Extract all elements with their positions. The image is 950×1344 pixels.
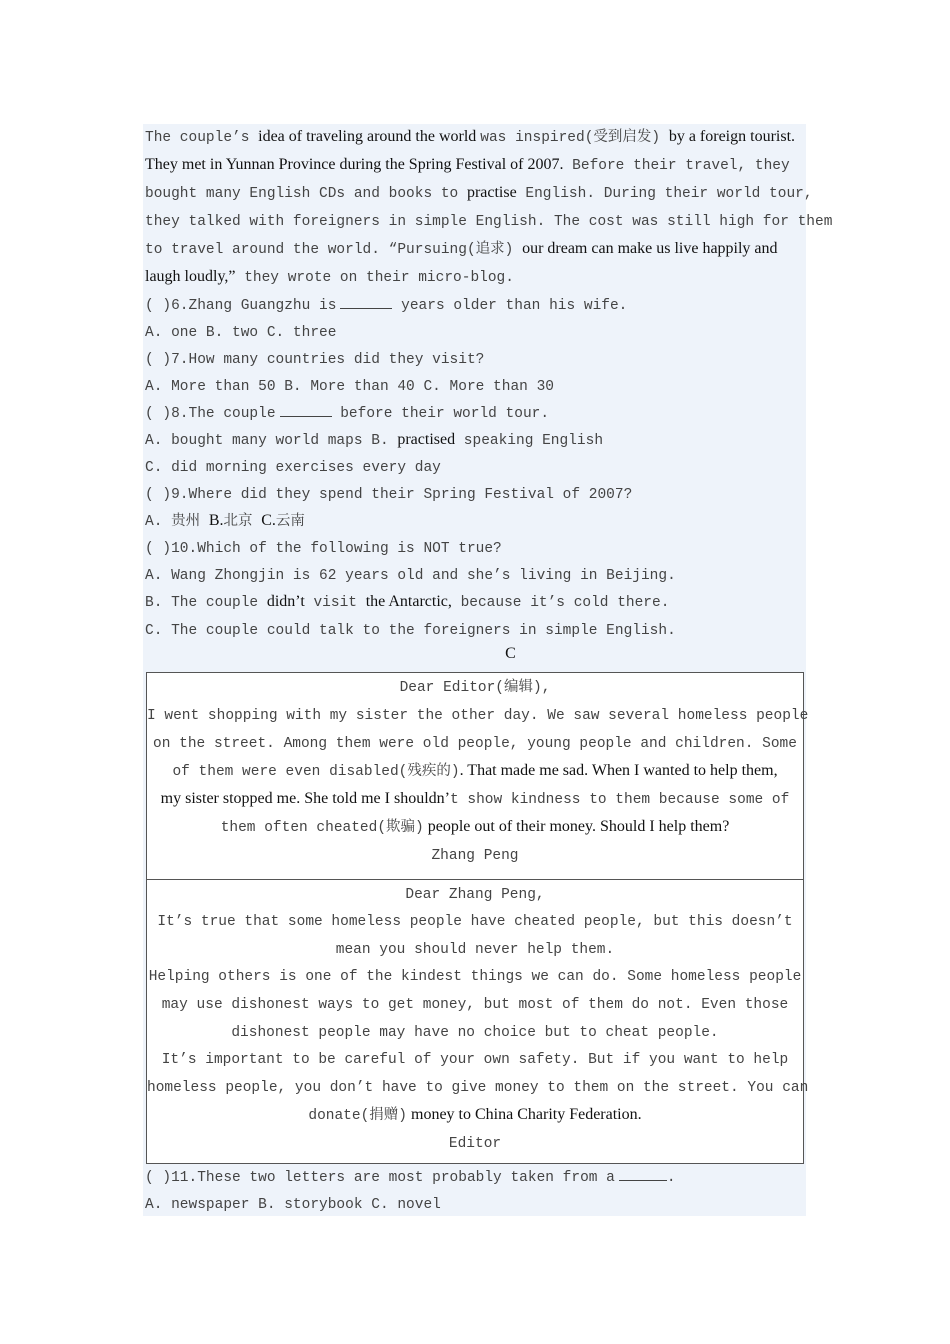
letter-line: It’s true that some homeless people have cheated people, but this doesn’t (157, 914, 793, 930)
question-8: ( )8.The couple before their world tour. (145, 406, 550, 422)
question-7-options: A. More than 50 B. More than 40 C. More than 30 (145, 379, 554, 395)
letter-line: homeless people, you don’t have to give money to them on the street. You can (147, 1080, 809, 1096)
question-10-option-c: C. The couple could talk to the foreigners in simple English. (145, 623, 676, 639)
letters-table (146, 672, 809, 1164)
letter-line: them often cheated(欺骗) people out of their money. Should I help them? (220, 818, 730, 836)
letter-signature: Editor (448, 1136, 502, 1152)
answer-blank (619, 1168, 667, 1181)
letter-line: I went shopping with my sister the other day. We saw several homeless people (147, 708, 809, 724)
question-6: ( )6.Zhang Guangzhu is years older than his wife. (145, 298, 628, 314)
question-10: ( )10.Which of the following is NOT true? (145, 541, 502, 557)
question-10-option-a: A. Wang Zhongjin is 62 years old and she’s living in Beijing. (145, 568, 676, 584)
letter-signature: Zhang Peng (431, 848, 519, 864)
letter-line: dishonest people may have no choice but to cheat people. (231, 1025, 719, 1041)
question-11-options: A. newspaper B. storybook C. novel (145, 1197, 441, 1213)
question-9-options: A. 贵州 B.北京 C.云南 (145, 512, 305, 530)
letter-line: on the street. Among them were old people, young people and children. Some (153, 736, 797, 752)
question-6-options: A. one B. two C. three (145, 325, 337, 341)
letter-line: my sister stopped me. She told me I shouldn’t show kindness to them because some of (160, 790, 790, 808)
passage-line: laugh loudly,” they wrote on their micro-blog. (145, 268, 514, 286)
letter-line: of them were even disabled(残疾的). That made me sad. When I wanted to help them, (172, 762, 778, 780)
answer-blank (280, 404, 332, 417)
passage-line: They met in Yunnan Province during the Spring Festival of 2007. Before their travel, they (145, 156, 790, 174)
question-9: ( )9.Where did they spend their Spring Festival of 2007? (145, 487, 633, 503)
passage-line: bought many English CDs and books to practise English. During their world tour, (145, 184, 813, 202)
question-11: ( )11.These two letters are most probably taken from a . (145, 1170, 676, 1186)
letter-line: It’s important to be careful of your own safety. But if you want to help (161, 1052, 789, 1068)
answer-blank (340, 296, 392, 309)
letter-line: may use dishonest ways to get money, but most of them do not. Even those (161, 997, 789, 1013)
letter-line: mean you should never help them. (335, 942, 615, 958)
question-7: ( )7.How many countries did they visit? (145, 352, 485, 368)
question-8-options: A. bought many world maps B. practised speaking English (145, 431, 604, 449)
passage-line: The couple’s idea of traveling around the world was inspired(受到启发) by a foreign tourist. (145, 128, 796, 146)
section-label: C (505, 645, 516, 662)
letter-from-zhang-peng (147, 673, 809, 880)
letter-line: Helping others is one of the kindest things we can do. Some homeless people (148, 969, 802, 985)
letter-line: donate(捐赠) money to China Charity Federation. (308, 1106, 642, 1124)
letter-line: Dear Editor(编辑), (399, 680, 551, 696)
passage-line: they talked with foreigners in simple English. The cost was still high for them (145, 214, 833, 230)
question-10-option-b: B. The couple didn’t visit the Antarctic, because it’s cold there. (145, 593, 670, 611)
letter-line: Dear Zhang Peng, (405, 887, 545, 903)
question-8-options: C. did morning exercises every day (145, 460, 441, 476)
letter-from-editor (147, 880, 809, 1163)
passage-line: to travel around the world. “Pursuing(追求) our dream can make us live happily and (145, 240, 778, 258)
